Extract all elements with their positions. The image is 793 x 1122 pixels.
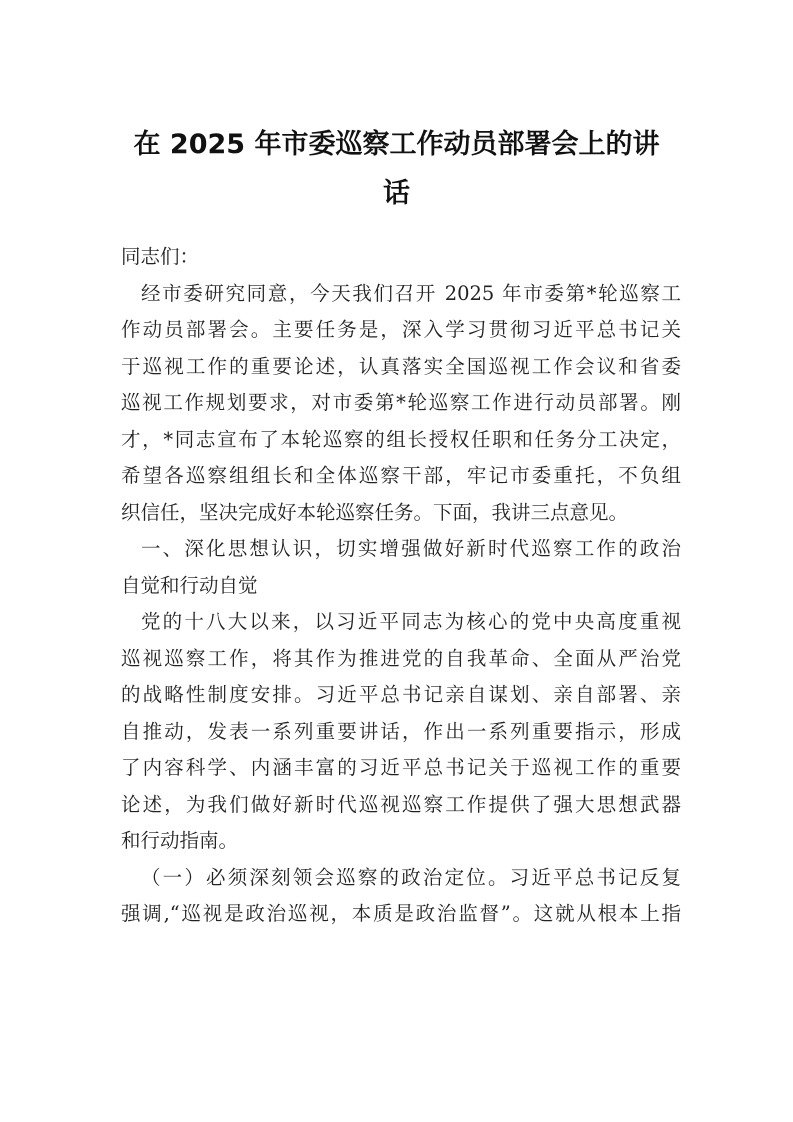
document-body [121, 239, 681, 933]
paragraph-line: 巡视工作规划要求，对市委第*轮巡察工作进行动员部署。刚 [121, 391, 681, 414]
paragraph-line: 自推动，发表一系列重要讲话，作出一系列重要指示，形成 [121, 719, 681, 743]
document-title-line-2: 话 [383, 178, 410, 209]
paragraph-line: 织信任，坚决完成好本轮巡察任务。下面，我讲三点意见。 [121, 500, 629, 524]
salutation: 同志们： [121, 245, 200, 268]
paragraph-line: 作动员部署会。主要任务是，深入学习贯彻习近平总书记关 [121, 318, 681, 341]
document-title-line-1: 在 2025 年市委巡察工作动员部署会上的讲 [133, 129, 660, 160]
section-heading-line: 自觉和行动自觉 [121, 573, 258, 597]
paragraph-line: 了内容科学、内涵丰富的习近平总书记关于巡视工作的重要 [121, 756, 681, 779]
paragraph-line: （一）必须深刻领会巡察的政治定位。习近平总书记反复 [141, 865, 681, 889]
paragraph-line: 巡视巡察工作，将其作为推进党的自我革命、全面从严治党 [121, 646, 681, 670]
paragraph-line: 强调,“巡视是政治巡视，本质是政治监督”。这就从根本上指 [121, 902, 681, 925]
paragraph-line: 论述，为我们做好新时代巡视巡察工作提供了强大思想武器 [121, 792, 681, 816]
paragraph-line: 于巡视工作的重要论述，认真落实全国巡视工作会议和省委 [121, 354, 681, 378]
paragraph-line: 的战略性制度安排。习近平总书记亲自谋划、亲自部署、亲 [121, 683, 681, 706]
paragraph-line: 党的十八大以来，以习近平同志为核心的党中央高度重视 [141, 610, 681, 633]
paragraph-line: 和行动指南。 [121, 829, 239, 852]
paragraph-line: 才，*同志宣布了本轮巡察的组长授权任职和任务分工决定， [121, 427, 681, 451]
paragraph-line: 经市委研究同意，今天我们召开 2025 年市委第*轮巡察工 [141, 281, 681, 305]
paragraph-line: 希望各巡察组组长和全体巡察干部，牢记市委重托，不负组 [121, 464, 681, 487]
section-heading-line: 一、深化思想认识，切实增强做好新时代巡察工作的政治 [141, 537, 681, 560]
